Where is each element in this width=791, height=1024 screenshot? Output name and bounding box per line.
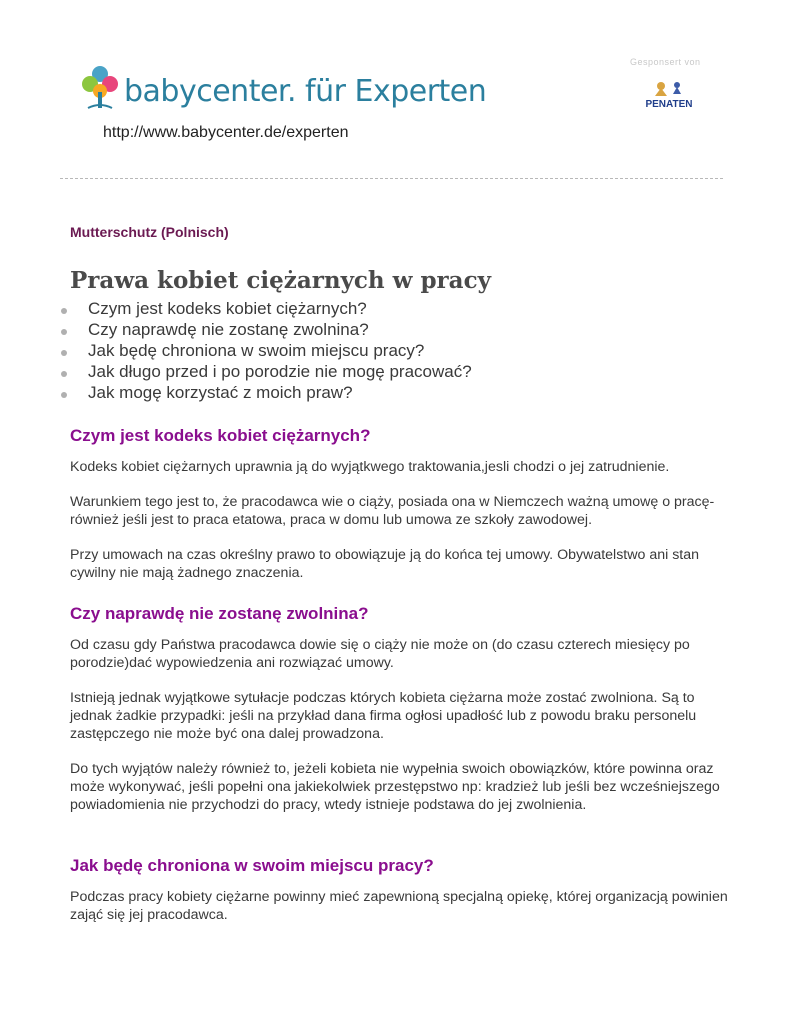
toc-item[interactable] (60, 319, 472, 340)
toc-item-label: Czy naprawdę nie zostanę zwolnina? (88, 319, 369, 339)
bullet-icon (61, 329, 67, 335)
babycenter-logo[interactable] (80, 64, 486, 112)
site-url[interactable]: http://www.babycenter.de/experten (103, 124, 349, 141)
section-kodeks (70, 426, 730, 599)
toc-item[interactable] (60, 340, 472, 361)
toc-item-label: Jak mogę korzystać z moich praw? (88, 382, 353, 402)
section-paragraph: Warunkiem tego jest to, że pracodawca wie o ciąży, posiada ona w Niemczech ważną umowę o pracę-również jeśli jest to praca etatowa, praca w domu lub umowa ze szkoły zawodowej. (70, 494, 715, 528)
toc-item[interactable] (60, 361, 472, 382)
penaten-logo-icon (641, 74, 697, 114)
section-paragraph: Podczas pracy kobiety ciężarne powinny mieć zapewnioną specjalną opiekę, której organizacją powinien zająć się jej pracodawca. (70, 889, 728, 923)
section-zwolnienie (70, 604, 730, 831)
section-paragraph: Przy umowach na czas określny prawo to obowiązuje ją do końca tej umowy. Obywatelstwo ani stan cywilny nie mają żadnego znaczenia. (70, 547, 700, 581)
toc-item-label: Jak długo przed i po porodzie nie mogę pracować? (88, 361, 472, 381)
toc-item-label: Czym jest kodeks kobiet ciężarnych? (88, 298, 367, 318)
table-of-contents (60, 298, 472, 403)
bullet-icon (61, 371, 67, 377)
toc-item[interactable] (60, 298, 472, 319)
bullet-icon (61, 350, 67, 356)
page-header (0, 0, 791, 190)
babycenter-tree-logo-icon (80, 64, 120, 112)
document-category: Mutterschutz (Polnisch) (70, 224, 229, 240)
section-heading: Jak będę chroniona w swoim miejscu pracy? (70, 856, 434, 875)
section-paragraph: Od czasu gdy Państwa pracodawca dowie się o ciąży nie może on (do czasu czterech miesięcy po porodzie)dać wypowiedzenia ani rozwiązać umowy. (70, 637, 690, 671)
bullet-icon (61, 392, 67, 398)
section-heading: Czym jest kodeks kobiet ciężarnych? (70, 426, 371, 445)
section-paragraph: Do tych wyjątów należy również to, jeżeli kobieta nie wypełnia swoich obowiązków, które powinna oraz może wykonywać, jeśli popełni ona jakiekolwiek przestępstwo np: kradzież lub jeśli bez wcześniejszego powiadomienia nie przychodzi do pracy, wtedy istnieje podstawa do jej zwolnienia. (70, 761, 720, 813)
bullet-icon (61, 308, 67, 314)
sponsor-label: Gesponsert von (630, 57, 701, 67)
toc-item[interactable] (60, 382, 472, 403)
section-ochrona (70, 856, 730, 941)
document-title: Prawa kobiet ciężarnych w pracy (70, 267, 491, 294)
toc-item-label: Jak będę chroniona w swoim miejscu pracy? (88, 340, 425, 360)
section-paragraph: Istnieją jednak wyjątkowe sytułacje podczas których kobieta ciężarna może zostać zwolniona. Są to jednak żadkie przypadki: jeśli na przykład dana firma ogłosi upadłość lub z powodu braku personelu zastępczego nie może być ona dalej prowadzona. (70, 690, 697, 742)
section-paragraph: Kodeks kobiet ciężarnych uprawnia ją do wyjątkwego traktowania,jesli chodzi o jej zatrudnienie. (70, 459, 670, 475)
section-heading: Czy naprawdę nie zostanę zwolnina? (70, 604, 369, 623)
sponsor-name: PENATEN (645, 99, 693, 110)
header-divider (60, 178, 723, 179)
logo-text: babycenter. für Experten (124, 73, 487, 109)
